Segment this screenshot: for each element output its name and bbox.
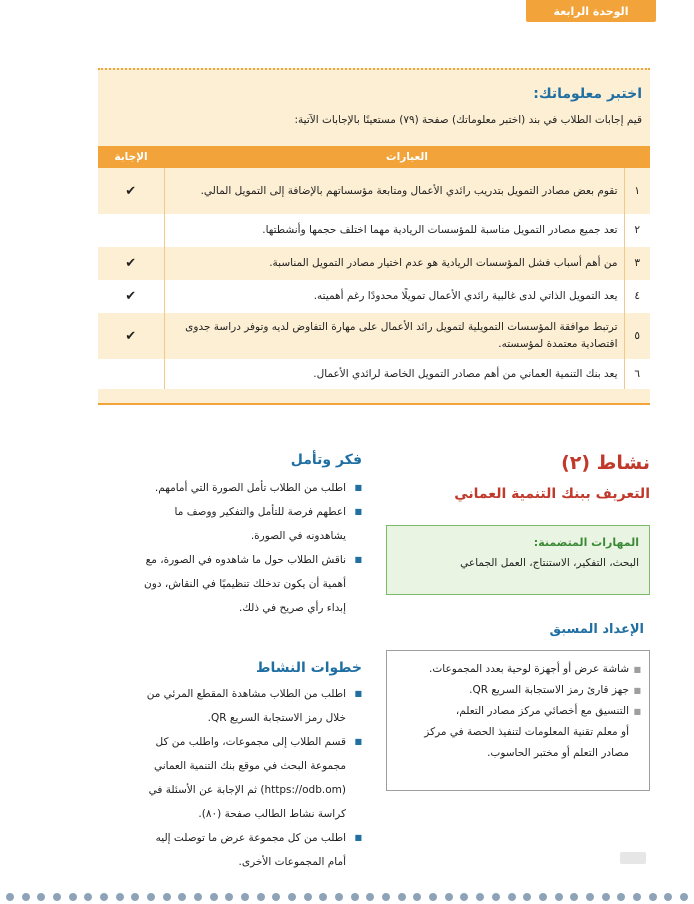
prep-text: التنسيق مع أخصائي مركز مصادر التعلم، — [455, 705, 629, 717]
list-item — [395, 701, 641, 722]
row-statement: تقوم بعض مصادر التمويل بتدريب رائدي الأعمال ومتابعة مؤسساتهم بالإضافة إلى التمويل المالي. — [164, 168, 624, 214]
square-bullet-icon: ■ — [633, 686, 641, 695]
table-row — [98, 214, 650, 247]
row-statement: تعد جميع مصادر التمويل مناسبة للمؤسسات الريادية مهما اختلف حجمها وأنشطتها. — [164, 214, 624, 247]
list-item: ■ اعطهم فرصة للتأمل والتفكير ووصف ما — [96, 500, 362, 524]
steps-section: خطوات النشاط ■ اطلب من الطلاب مشاهدة المقطع المرئي من خلال رمز الاستجابة السريع QR. ■ قسم الطلاب إلى مجموعات، واطلب من كل مجموعة البحث في موقع بنك التنمية العماني (https://odb.om) ثم الإجابة عن الأسئلة في كراسة نشاط الطالب صفحة (٨٠). ■ اطلب من كل مجموعة عرض ما توصلت إليه أمام المجموعات الأخرى. — [96, 660, 362, 874]
quiz-box — [98, 68, 650, 405]
table-row — [98, 280, 650, 313]
list-item — [395, 680, 641, 701]
row-number: ٤ — [624, 280, 650, 313]
list-item: ■ ناقش الطلاب حول ما شاهدوه في الصورة، مع — [96, 548, 362, 572]
row-number: ٣ — [624, 247, 650, 280]
think-title: فكر وتأمل — [290, 452, 362, 468]
table-row — [98, 359, 650, 389]
row-answer: ✔ — [98, 247, 164, 280]
row-answer — [98, 214, 164, 247]
list-item: ■ اطلب من الطلاب مشاهدة المقطع المرئي من — [96, 682, 362, 706]
row-statement: يعد بنك التنمية العماني من أهم مصادر التمويل الخاصة لرائدي الأعمال. — [164, 359, 624, 389]
header-answer: الإجابة — [98, 146, 164, 168]
square-bullet-icon: ■ — [354, 483, 362, 492]
prep-continuation: أو معلم تقنية المعلومات لتنفيذ الحصة في مركز مصادر التعلم أو مختبر الحاسوب. — [424, 726, 629, 759]
skills-box — [386, 525, 650, 595]
skills-text: البحث، التفكير، الاستنتاج، العمل الجماعي — [460, 557, 639, 569]
row-number: ٦ — [624, 359, 650, 389]
table-row — [98, 313, 650, 359]
watermark — [620, 852, 646, 864]
square-bullet-icon: ■ — [633, 665, 641, 674]
row-number: ٥ — [624, 313, 650, 359]
quiz-instruction: قيم إجابات الطلاب في بند (اختبر معلوماتك) صفحة (٧٩) مستعينًا بالإجابات الآتية: — [294, 114, 642, 126]
skills-title: المهارات المتضمنة: — [533, 536, 639, 549]
row-answer — [98, 359, 164, 389]
row-answer: ✔ — [98, 313, 164, 359]
table-row — [98, 247, 650, 280]
dotted-border — [0, 890, 694, 904]
activity-subtitle: التعريف ببنك التنمية العماني — [454, 486, 650, 502]
row-number: ٢ — [624, 214, 650, 247]
list-item — [395, 659, 641, 680]
prep-text: جهز قارئ رمز الاستجابة السريع QR. — [469, 684, 629, 696]
row-statement: من أهم أسباب فشل المؤسسات الريادية هو عدم اختيار مصادر التمويل المناسبة. — [164, 247, 624, 280]
unit-tab: الوحدة الرابعة — [526, 0, 656, 22]
think-section: فكر وتأمل ■ اطلب من الطلاب تأمل الصورة التي أمامهم. ■ اعطهم فرصة للتأمل والتفكير ووصف ما يشاهدونه في الصورة. ■ ناقش الطلاب حول ما شاهدوه في الصورة، مع أهمية أن يكون تدخلك تنظيميًا في النقاش، دون إبداء رأي صريح في ذلك. — [96, 452, 362, 620]
activity-title: نشاط (٢) — [561, 452, 650, 474]
row-answer: ✔ — [98, 168, 164, 214]
header-statements: العبارات — [164, 146, 650, 168]
square-bullet-icon: ■ — [354, 833, 362, 842]
row-answer: ✔ — [98, 280, 164, 313]
prep-box — [386, 650, 650, 791]
row-statement: يعد التمويل الذاتي لدى غالبية رائدي الأعمال تمويلًا محدودًا رغم أهميته. — [164, 280, 624, 313]
row-number: ١ — [624, 168, 650, 214]
table-row — [98, 168, 650, 214]
list-item: ■ اطلب من كل مجموعة عرض ما توصلت إليه — [96, 826, 362, 850]
row-statement: ترتبط موافقة المؤسسات التمويلية لتمويل رائد الأعمال على مهارة التفاوض لديه وتوفر دراسة جدوى اقتصادية معتمدة لمؤسسته. — [164, 313, 624, 359]
steps-title: خطوات النشاط — [255, 660, 362, 676]
quiz-table — [98, 146, 650, 389]
square-bullet-icon: ■ — [633, 707, 641, 716]
list-item: ■ اطلب من الطلاب تأمل الصورة التي أمامهم. — [96, 476, 362, 500]
square-bullet-icon: ■ — [354, 737, 362, 746]
square-bullet-icon: ■ — [354, 689, 362, 698]
prep-title: الإعداد المسبق — [549, 622, 644, 637]
square-bullet-icon: ■ — [354, 507, 362, 516]
prep-text: شاشة عرض أو أجهزة لوحية بعدد المجموعات. — [429, 663, 629, 675]
list-item: ■ قسم الطلاب إلى مجموعات، واطلب من كل — [96, 730, 362, 754]
square-bullet-icon: ■ — [354, 555, 362, 564]
quiz-title: اختبر معلوماتك: — [533, 86, 642, 102]
